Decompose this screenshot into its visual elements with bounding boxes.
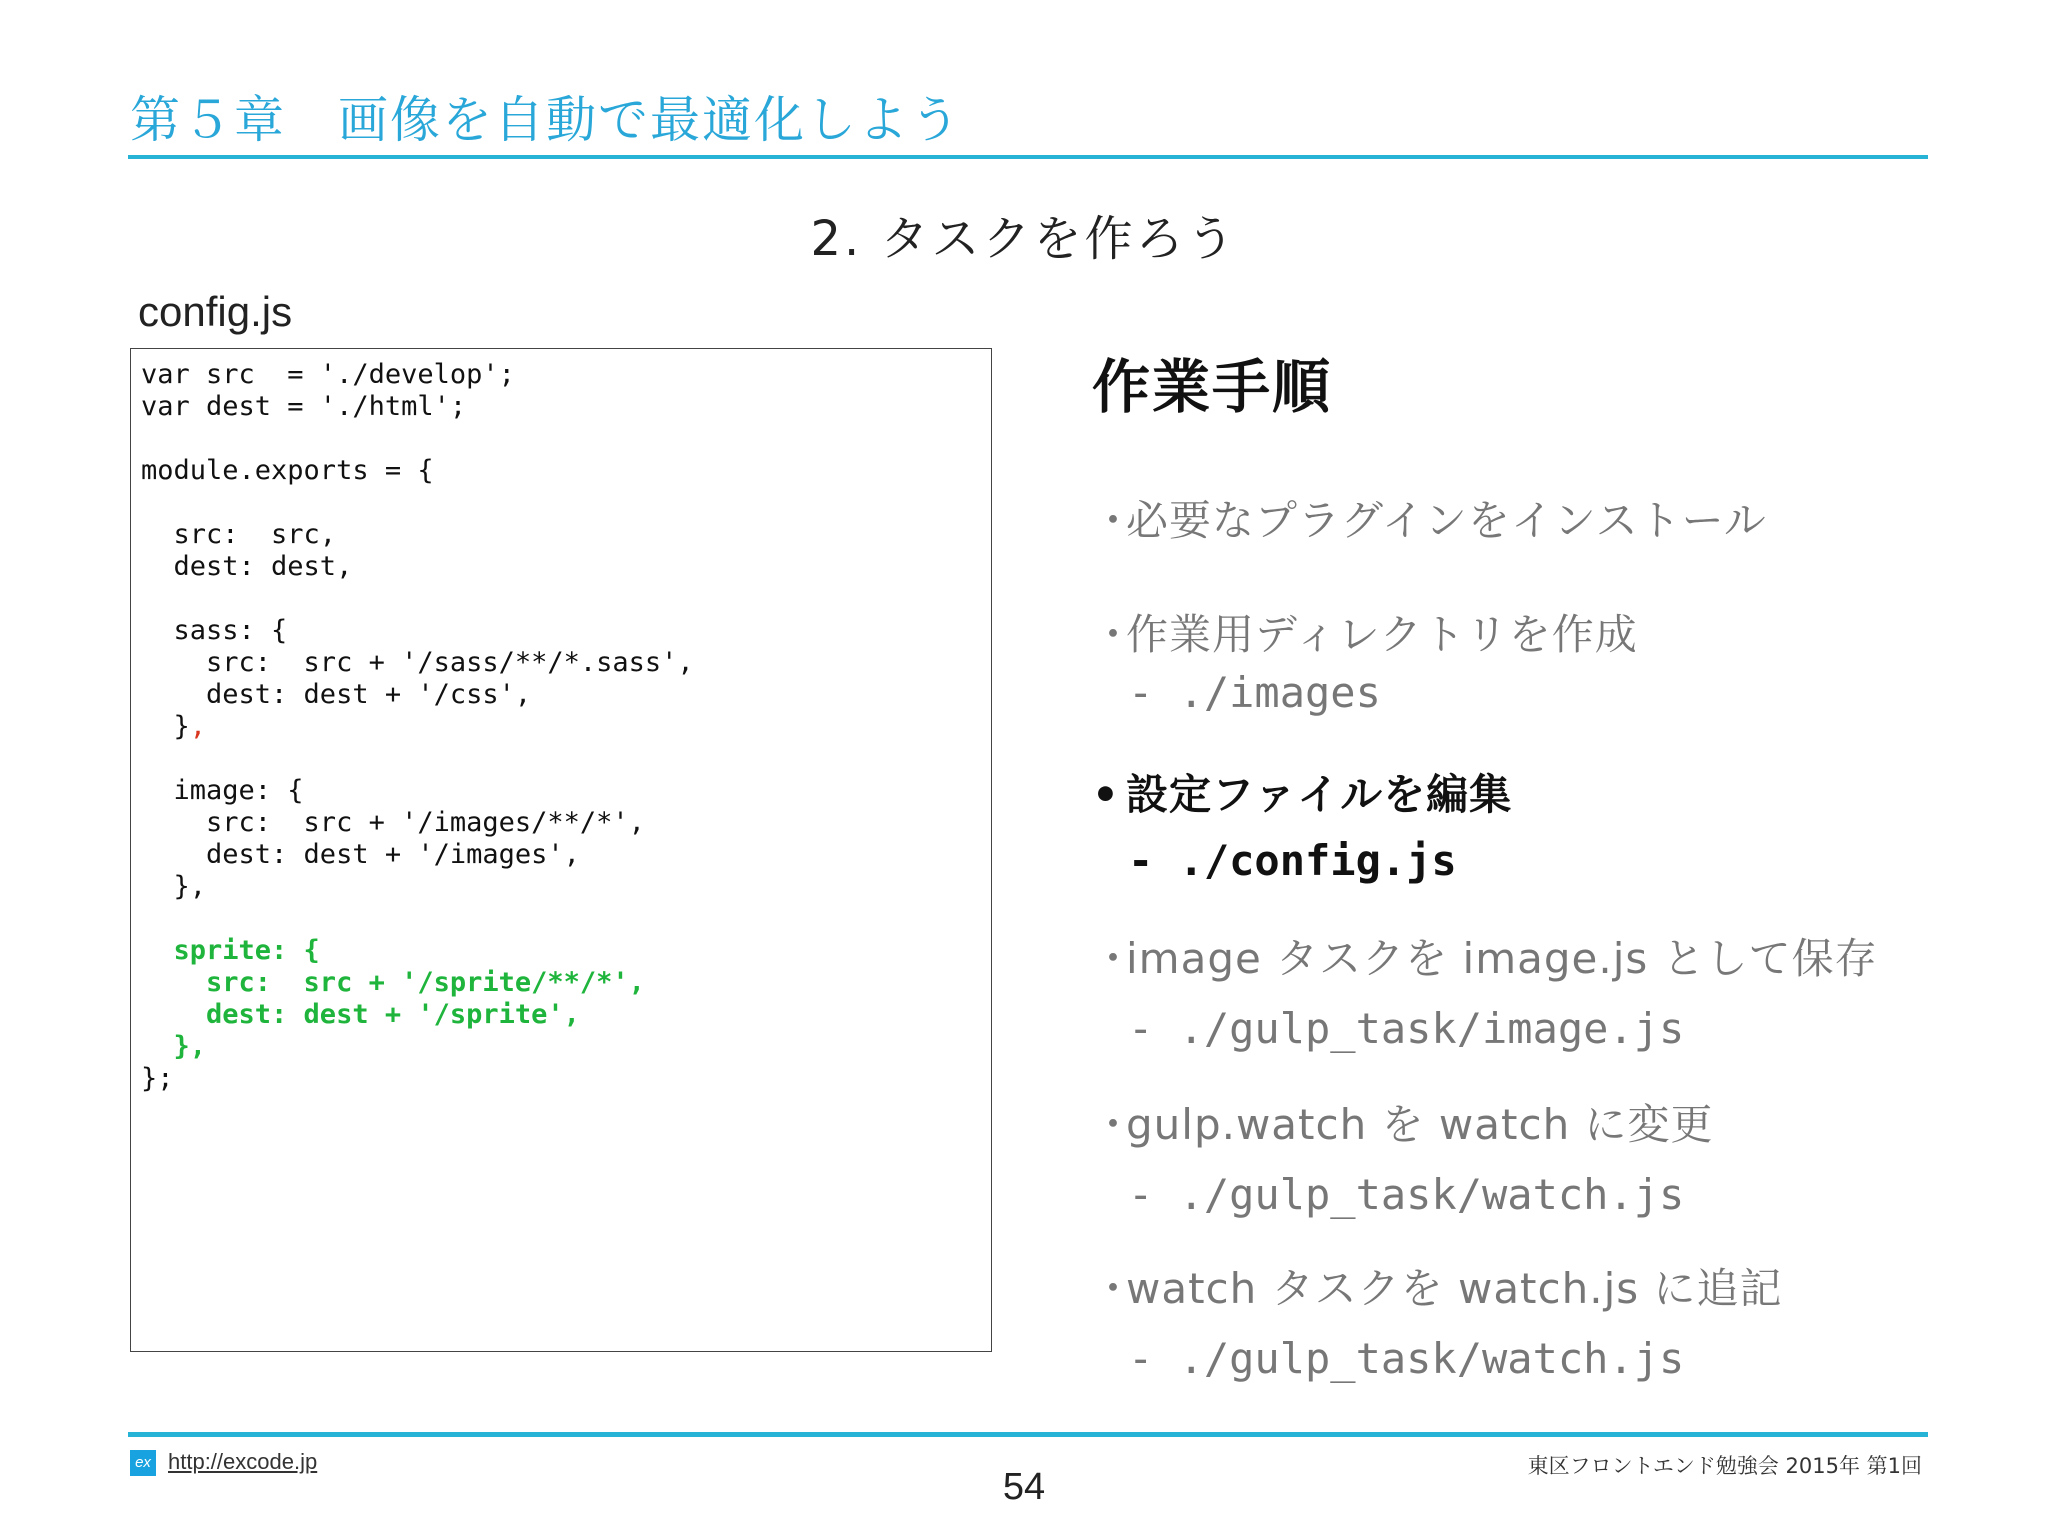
section-title: 2. タスクを作ろう	[810, 211, 1238, 267]
chapter-title: 第５章 画像を自動で最適化しよう	[130, 91, 962, 149]
step-path: - ./gulp_task/watch.js	[1128, 1170, 1685, 1219]
step-path: - ./gulp_task/image.js	[1128, 1004, 1685, 1053]
step-path: - ./images	[1128, 668, 1381, 717]
step-bullet: ・	[1092, 1100, 1136, 1149]
step-label: 作業用ディレクトリを作成	[1126, 610, 1638, 659]
step-item-active	[1092, 762, 1512, 885]
step-label: 設定ファイルを編集	[1126, 770, 1513, 819]
step-item	[1092, 926, 1878, 1053]
footer-url-link[interactable]: http://excode.jp	[168, 1449, 318, 1474]
step-bullet: ・	[1092, 610, 1136, 659]
step-path: - ./gulp_task/watch.js	[1128, 1334, 1685, 1383]
step-path: - ./config.js	[1128, 836, 1457, 885]
code-lines-main: var src = './develop'; var dest = './html'; module.exports = { src: src, dest: dest, sass: { src: src + '/sass/**/*.sass', dest: dest + '/css', }	[141, 359, 694, 742]
code-lines-image: image: { src: src + '/images/**/*', dest: dest + '/images', },	[173, 775, 645, 902]
code-lines-sprite: sprite: { src: src + '/sprite/**/*', dest: dest + '/sprite', },	[173, 935, 645, 1062]
step-item	[1092, 1092, 1714, 1219]
step-item	[1092, 602, 1638, 717]
step-item	[1092, 1256, 1783, 1383]
step-bullet: ・	[1092, 934, 1136, 983]
step-bullet: ・	[1092, 1264, 1136, 1313]
code-red-comma: ,	[189, 711, 207, 742]
footer-divider	[128, 1432, 1928, 1437]
code-block	[130, 348, 992, 1352]
step-label: watch タスクを watch.js に追記	[1126, 1264, 1783, 1313]
page-number: 54	[1002, 1466, 1046, 1508]
step-label: gulp.watch を watch に変更	[1126, 1100, 1714, 1149]
step-bullet: ・	[1092, 496, 1136, 545]
steps-heading: 作業手順	[1092, 353, 1333, 421]
step-label: image タスクを image.js として保存	[1126, 934, 1878, 983]
event-name: 東区フロントエンド勉強会 2015年 第1回	[1527, 1454, 1922, 1478]
step-label: 必要なプラグインをインストール	[1126, 496, 1767, 545]
step-item	[1092, 488, 1767, 548]
code-lines-end: };	[141, 1063, 174, 1094]
code-filename: config.js	[138, 288, 293, 335]
header-divider	[128, 155, 1928, 159]
excode-logo-icon: ex	[130, 1450, 156, 1476]
step-bullet: •	[1092, 770, 1120, 819]
